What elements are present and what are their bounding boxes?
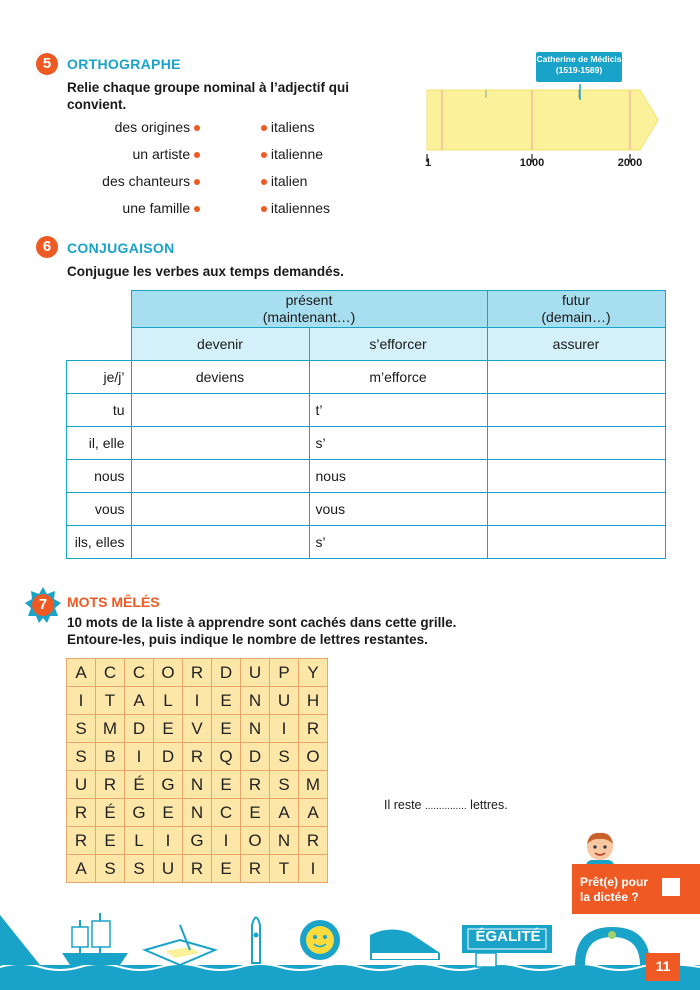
answer-cell[interactable]: vous	[309, 492, 487, 525]
dictee-label	[580, 875, 648, 905]
grid-cell[interactable]: E	[154, 799, 183, 827]
grid-cell[interactable]: H	[299, 687, 328, 715]
answer-cell[interactable]	[487, 393, 665, 426]
answer-cell[interactable]: deviens	[131, 360, 309, 393]
grid-cell[interactable]: U	[154, 855, 183, 883]
match-right-item[interactable]	[261, 200, 330, 216]
section-6-instruction: Conjugue les verbes aux temps demandés.	[67, 264, 344, 279]
grid-cell[interactable]: L	[125, 827, 154, 855]
match-right-item[interactable]	[261, 173, 307, 189]
table-row	[67, 459, 666, 492]
verb-header: devenir	[131, 328, 309, 361]
timeline-arrow-bar	[427, 90, 658, 150]
grid-cell[interactable]: S	[270, 743, 299, 771]
match-left-label: un artiste	[132, 146, 191, 162]
answer-cell[interactable]	[487, 459, 665, 492]
grid-row	[67, 799, 328, 827]
remaining-letters	[384, 798, 508, 812]
grid-cell[interactable]: R	[67, 827, 96, 855]
match-left-item[interactable]	[80, 119, 200, 135]
tense-future-sub: (demain…)	[541, 309, 611, 325]
match-dot[interactable]	[194, 206, 200, 212]
grid-cell[interactable]: E	[212, 771, 241, 799]
table-row	[67, 525, 666, 558]
timeline-tag-dates: (1519-1589)	[555, 65, 603, 75]
answer-cell[interactable]	[487, 360, 665, 393]
grid-row	[67, 771, 328, 799]
grid-cell[interactable]: D	[241, 743, 270, 771]
grid-row	[67, 827, 328, 855]
grid-cell[interactable]: B	[96, 743, 125, 771]
grid-cell[interactable]: N	[183, 799, 212, 827]
answer-cell[interactable]: nous	[309, 459, 487, 492]
grid-cell[interactable]: G	[154, 771, 183, 799]
timeline-tick-label: 2000	[617, 157, 643, 169]
grid-cell[interactable]: C	[212, 799, 241, 827]
grid-cell[interactable]: I	[183, 687, 212, 715]
answer-cell[interactable]	[487, 492, 665, 525]
section-7-number: 7	[38, 596, 48, 613]
section-5-title: ORTHOGRAPHE	[67, 56, 181, 72]
tense-future-label: futur	[561, 292, 590, 308]
answer-cell[interactable]	[131, 393, 309, 426]
pyramid-icon	[0, 915, 40, 965]
match-right-label: italiens	[270, 119, 315, 135]
grid-cell[interactable]: G	[125, 799, 154, 827]
grid-cell[interactable]: R	[183, 659, 212, 687]
match-right-label: italiennes	[270, 200, 331, 216]
grid-cell[interactable]: I	[299, 855, 328, 883]
section-7-instruction-2: Entoure-les, puis indique le nombre de lettres restantes.	[67, 632, 428, 647]
grid-cell[interactable]: R	[299, 715, 328, 743]
table-corner	[67, 328, 132, 361]
answer-cell[interactable]: m’efforce	[309, 360, 487, 393]
grid-cell[interactable]: U	[67, 771, 96, 799]
dictee-line-1: Prêt(e) pour	[580, 875, 649, 889]
dictee-line-2: la dictée ?	[580, 890, 639, 904]
grid-cell[interactable]: G	[183, 827, 212, 855]
grid-cell[interactable]: Y	[299, 659, 328, 687]
grid-cell[interactable]: U	[270, 687, 299, 715]
match-dot[interactable]	[194, 179, 200, 185]
answer-cell[interactable]: s’	[309, 426, 487, 459]
page-number: 11	[655, 958, 671, 974]
match-right-label: italienne	[270, 146, 324, 162]
grid-cell[interactable]: S	[67, 743, 96, 771]
section-5-instruction: Relie chaque groupe nominal à l’adjectif qui convient.	[67, 80, 350, 112]
timeline-tag-name: Catherine de Médicis	[536, 54, 622, 64]
grid-cell[interactable]: R	[241, 771, 270, 799]
grid-cell[interactable]: N	[241, 715, 270, 743]
table-row	[67, 426, 666, 459]
grid-cell[interactable]: P	[270, 659, 299, 687]
grid-cell[interactable]: M	[299, 771, 328, 799]
match-right-item[interactable]	[261, 146, 323, 162]
footer-illustration	[0, 905, 700, 990]
grid-cell[interactable]: N	[183, 771, 212, 799]
match-dot[interactable]	[261, 179, 267, 185]
rocket-icon	[252, 918, 260, 964]
grid-row	[67, 743, 328, 771]
answer-cell[interactable]	[131, 459, 309, 492]
tense-future-header	[487, 291, 665, 328]
piano-icon	[370, 929, 440, 960]
grid-cell[interactable]: E	[212, 687, 241, 715]
grid-cell[interactable]: D	[154, 743, 183, 771]
match-left-label: une famille	[122, 200, 191, 216]
section-6-title: CONJUGAISON	[67, 240, 175, 256]
verb-header: s’efforcer	[309, 328, 487, 361]
section-5-number: 5	[36, 53, 58, 75]
answer-cell[interactable]	[487, 426, 665, 459]
remaining-answer-field[interactable]: ...............	[425, 801, 467, 812]
grid-cell[interactable]: T	[96, 687, 125, 715]
grid-cell[interactable]: A	[270, 799, 299, 827]
answer-cell[interactable]	[131, 492, 309, 525]
grid-cell[interactable]: R	[96, 771, 125, 799]
grid-cell[interactable]: D	[125, 715, 154, 743]
grid-cell[interactable]: A	[125, 687, 154, 715]
table-row	[67, 360, 666, 393]
grid-cell[interactable]: R	[183, 855, 212, 883]
answer-cell[interactable]	[487, 525, 665, 558]
grid-cell[interactable]: I	[125, 743, 154, 771]
grid-cell[interactable]: É	[125, 771, 154, 799]
pronoun-cell: je/j’	[67, 360, 132, 393]
match-left-label: des origines	[114, 119, 191, 135]
match-dot[interactable]	[194, 152, 200, 158]
grid-cell[interactable]: E	[241, 799, 270, 827]
grid-cell[interactable]: O	[299, 743, 328, 771]
match-right-item[interactable]	[261, 119, 314, 135]
grid-cell[interactable]: R	[241, 855, 270, 883]
grid-cell[interactable]: R	[299, 827, 328, 855]
grid-row	[67, 659, 328, 687]
match-left-item[interactable]	[80, 200, 200, 216]
grid-cell[interactable]: O	[154, 659, 183, 687]
tense-present-header	[131, 291, 487, 328]
grid-cell[interactable]: A	[67, 659, 96, 687]
grid-cell[interactable]: V	[183, 715, 212, 743]
section-6-number: 6	[36, 236, 58, 258]
conjugation-table	[66, 290, 666, 559]
grid-row	[67, 715, 328, 743]
grid-cell[interactable]: N	[270, 827, 299, 855]
grid-cell[interactable]: S	[96, 855, 125, 883]
grid-cell[interactable]: A	[299, 799, 328, 827]
grid-row	[67, 687, 328, 715]
pronoun-cell: vous	[67, 492, 132, 525]
word-search-grid	[66, 658, 328, 883]
match-dot[interactable]	[194, 125, 200, 131]
tense-present-label: présent	[285, 292, 333, 308]
grid-cell[interactable]: L	[154, 687, 183, 715]
grid-cell[interactable]: O	[241, 827, 270, 855]
match-left-label: des chanteurs	[102, 173, 191, 189]
grid-cell[interactable]: S	[270, 771, 299, 799]
grid-cell[interactable]: M	[96, 715, 125, 743]
answer-cell[interactable]: t’	[309, 393, 487, 426]
answer-cell[interactable]: s’	[309, 525, 487, 558]
grid-cell[interactable]: E	[154, 715, 183, 743]
grid-cell[interactable]: É	[96, 799, 125, 827]
grid-cell[interactable]: S	[67, 715, 96, 743]
timeline-tag-text	[536, 54, 622, 76]
grid-cell[interactable]: I	[212, 827, 241, 855]
section-7-instruction-1: 10 mots de la liste à apprendre sont cachés dans cette grille.	[67, 615, 457, 630]
grid-cell[interactable]: E	[212, 715, 241, 743]
verb-header: assurer	[487, 328, 665, 361]
grid-cell[interactable]: T	[270, 855, 299, 883]
grid-cell[interactable]: I	[154, 827, 183, 855]
grid-cell[interactable]: Q	[212, 743, 241, 771]
grid-cell[interactable]: C	[96, 659, 125, 687]
grid-cell[interactable]: C	[125, 659, 154, 687]
remaining-after: lettres.	[470, 798, 508, 812]
dome-icon	[575, 927, 650, 965]
match-left-item[interactable]	[80, 173, 200, 189]
section-7-title: MOTS MÊLÉS	[67, 594, 160, 610]
grid-cell[interactable]: E	[212, 855, 241, 883]
sun-icon	[300, 920, 340, 960]
grid-cell[interactable]: R	[67, 799, 96, 827]
grid-cell[interactable]: N	[241, 687, 270, 715]
egalite-sign-text: ÉGALITÉ	[475, 928, 541, 945]
table-corner	[67, 291, 132, 328]
pronoun-cell: tu	[67, 393, 132, 426]
pronoun-cell: nous	[67, 459, 132, 492]
answer-cell[interactable]	[131, 525, 309, 558]
ship-icon	[62, 913, 128, 965]
pronoun-cell: ils, elles	[67, 525, 132, 558]
match-dot[interactable]	[261, 152, 267, 158]
match-left-item[interactable]	[80, 146, 200, 162]
grid-cell[interactable]: I	[67, 687, 96, 715]
grid-cell[interactable]: S	[125, 855, 154, 883]
tense-present-sub: (maintenant…)	[262, 309, 356, 325]
grid-cell[interactable]: I	[270, 715, 299, 743]
match-right-label: italien	[270, 173, 308, 189]
match-dot[interactable]	[261, 125, 267, 131]
grid-cell[interactable]: U	[241, 659, 270, 687]
grid-cell[interactable]: A	[67, 855, 96, 883]
grid-cell[interactable]: R	[183, 743, 212, 771]
table-row	[67, 492, 666, 525]
remaining-before: Il reste	[384, 798, 422, 812]
book-icon	[145, 925, 215, 965]
grid-cell[interactable]: E	[96, 827, 125, 855]
answer-cell[interactable]	[131, 426, 309, 459]
timeline-tick-label: 1	[424, 157, 432, 169]
grid-cell[interactable]: D	[212, 659, 241, 687]
dictee-checkbox[interactable]	[662, 878, 680, 896]
match-dot[interactable]	[261, 206, 267, 212]
timeline-tick-label: 1000	[519, 157, 545, 169]
grid-row	[67, 855, 328, 883]
table-row	[67, 393, 666, 426]
pronoun-cell: il, elle	[67, 426, 132, 459]
